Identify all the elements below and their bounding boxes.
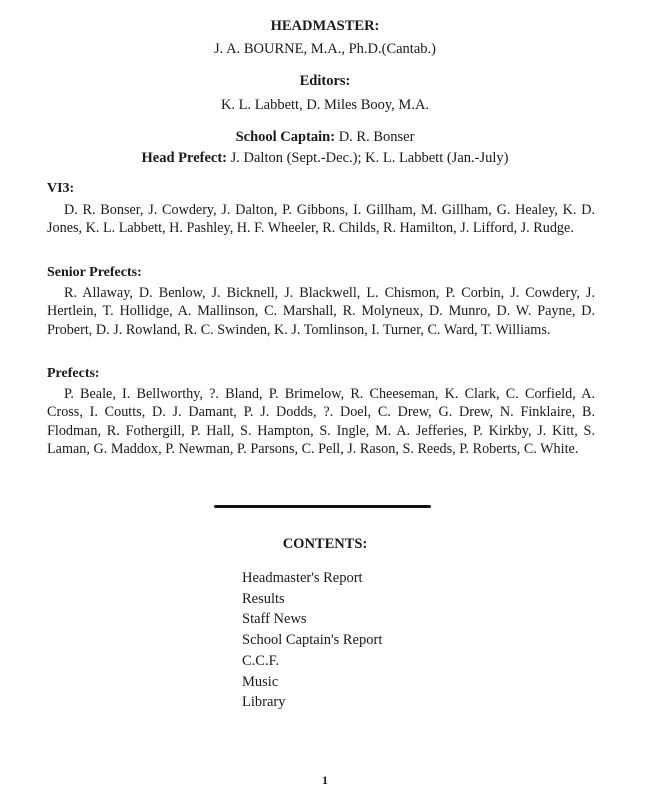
contents-item: Library [242,694,286,711]
senior-prefects-list: R. Allaway, D. Benlow, J. Bicknell, J. Blackwell, L. Chismon, P. Corbin, J. Cowdery, J. Hertlein, T. Hollidge, A. Mallinson, C. Marshall, R. Molyneux, D. Munro, D. W. Payne, D. Probert, D. J. Rowland, R. C. Swinden, K. J. Tomlinson, I. Turner, C. Ward, T. Williams. [47,285,595,338]
head-prefect-name: J. Dalton (Sept.-Dec.); K. L. Labbett (Jan.-July) [227,150,509,166]
page-number: 1 [322,773,328,787]
contents-item: School Captain's Report [242,632,383,649]
school-captain-line [0,128,650,146]
contents-list [242,568,382,713]
contents-title: CONTENTS: [282,536,368,552]
contents-item: C.C.F. [242,652,280,669]
vi3-heading: VI3: [47,181,75,196]
contents-item: Headmaster's Report [242,570,363,586]
head-prefect-label: Head Prefect: [141,150,227,166]
school-captain-name: D. R. Bonser [335,129,415,145]
editors-names: K. L. Labbett, D. Miles Booy, M.A. [220,97,430,113]
prefects-heading: Prefects: [47,366,100,381]
prefects-list: P. Beale, I. Bellworthy, ?. Bland, P. Brimelow, R. Cheeseman, K. Clark, C. Corfield, A. Cross, I. Coutts, D. J. Damant, P. J. Dodds, ?. Doel, C. Drew, G. Drew, N. Finklaire, B. Flodman, R. Fothergill, P. Hall, S. Hampton, S. Ingle, M. A. Jefferies, P. Kirkby, J. Kitt, S. Laman, G. Maddox, P. Newman, P. Parsons, C. Pell, J. Rason, S. Reeds, P. Roberts, C. White. [47,386,595,458]
senior-prefects-heading: Senior Prefects: [47,265,142,280]
vi3-list: D. R. Bonser, J. Cowdery, J. Dalton, P. Gibbons, I. Gillham, M. Gillham, G. Healey, K. D. Jones, K. L. Labbett, H. Pashley, H. F. Wheeler, R. Childs, R. Hamilton, J. Lifford, J. Rudge. [47,202,595,237]
contents-item: Music [242,673,279,690]
contents-item: Results [242,590,285,607]
school-captain-label: School Captain: [235,129,336,145]
head-prefect-line [0,149,650,167]
contents-item: Staff News [242,611,307,628]
editors-title: Editors: [299,73,351,89]
headmaster-title: HEADMASTER: [270,18,380,34]
headmaster-name: J. A. BOURNE, M.A., Ph.D.(Cantab.) [214,41,436,57]
section-divider [214,505,431,508]
